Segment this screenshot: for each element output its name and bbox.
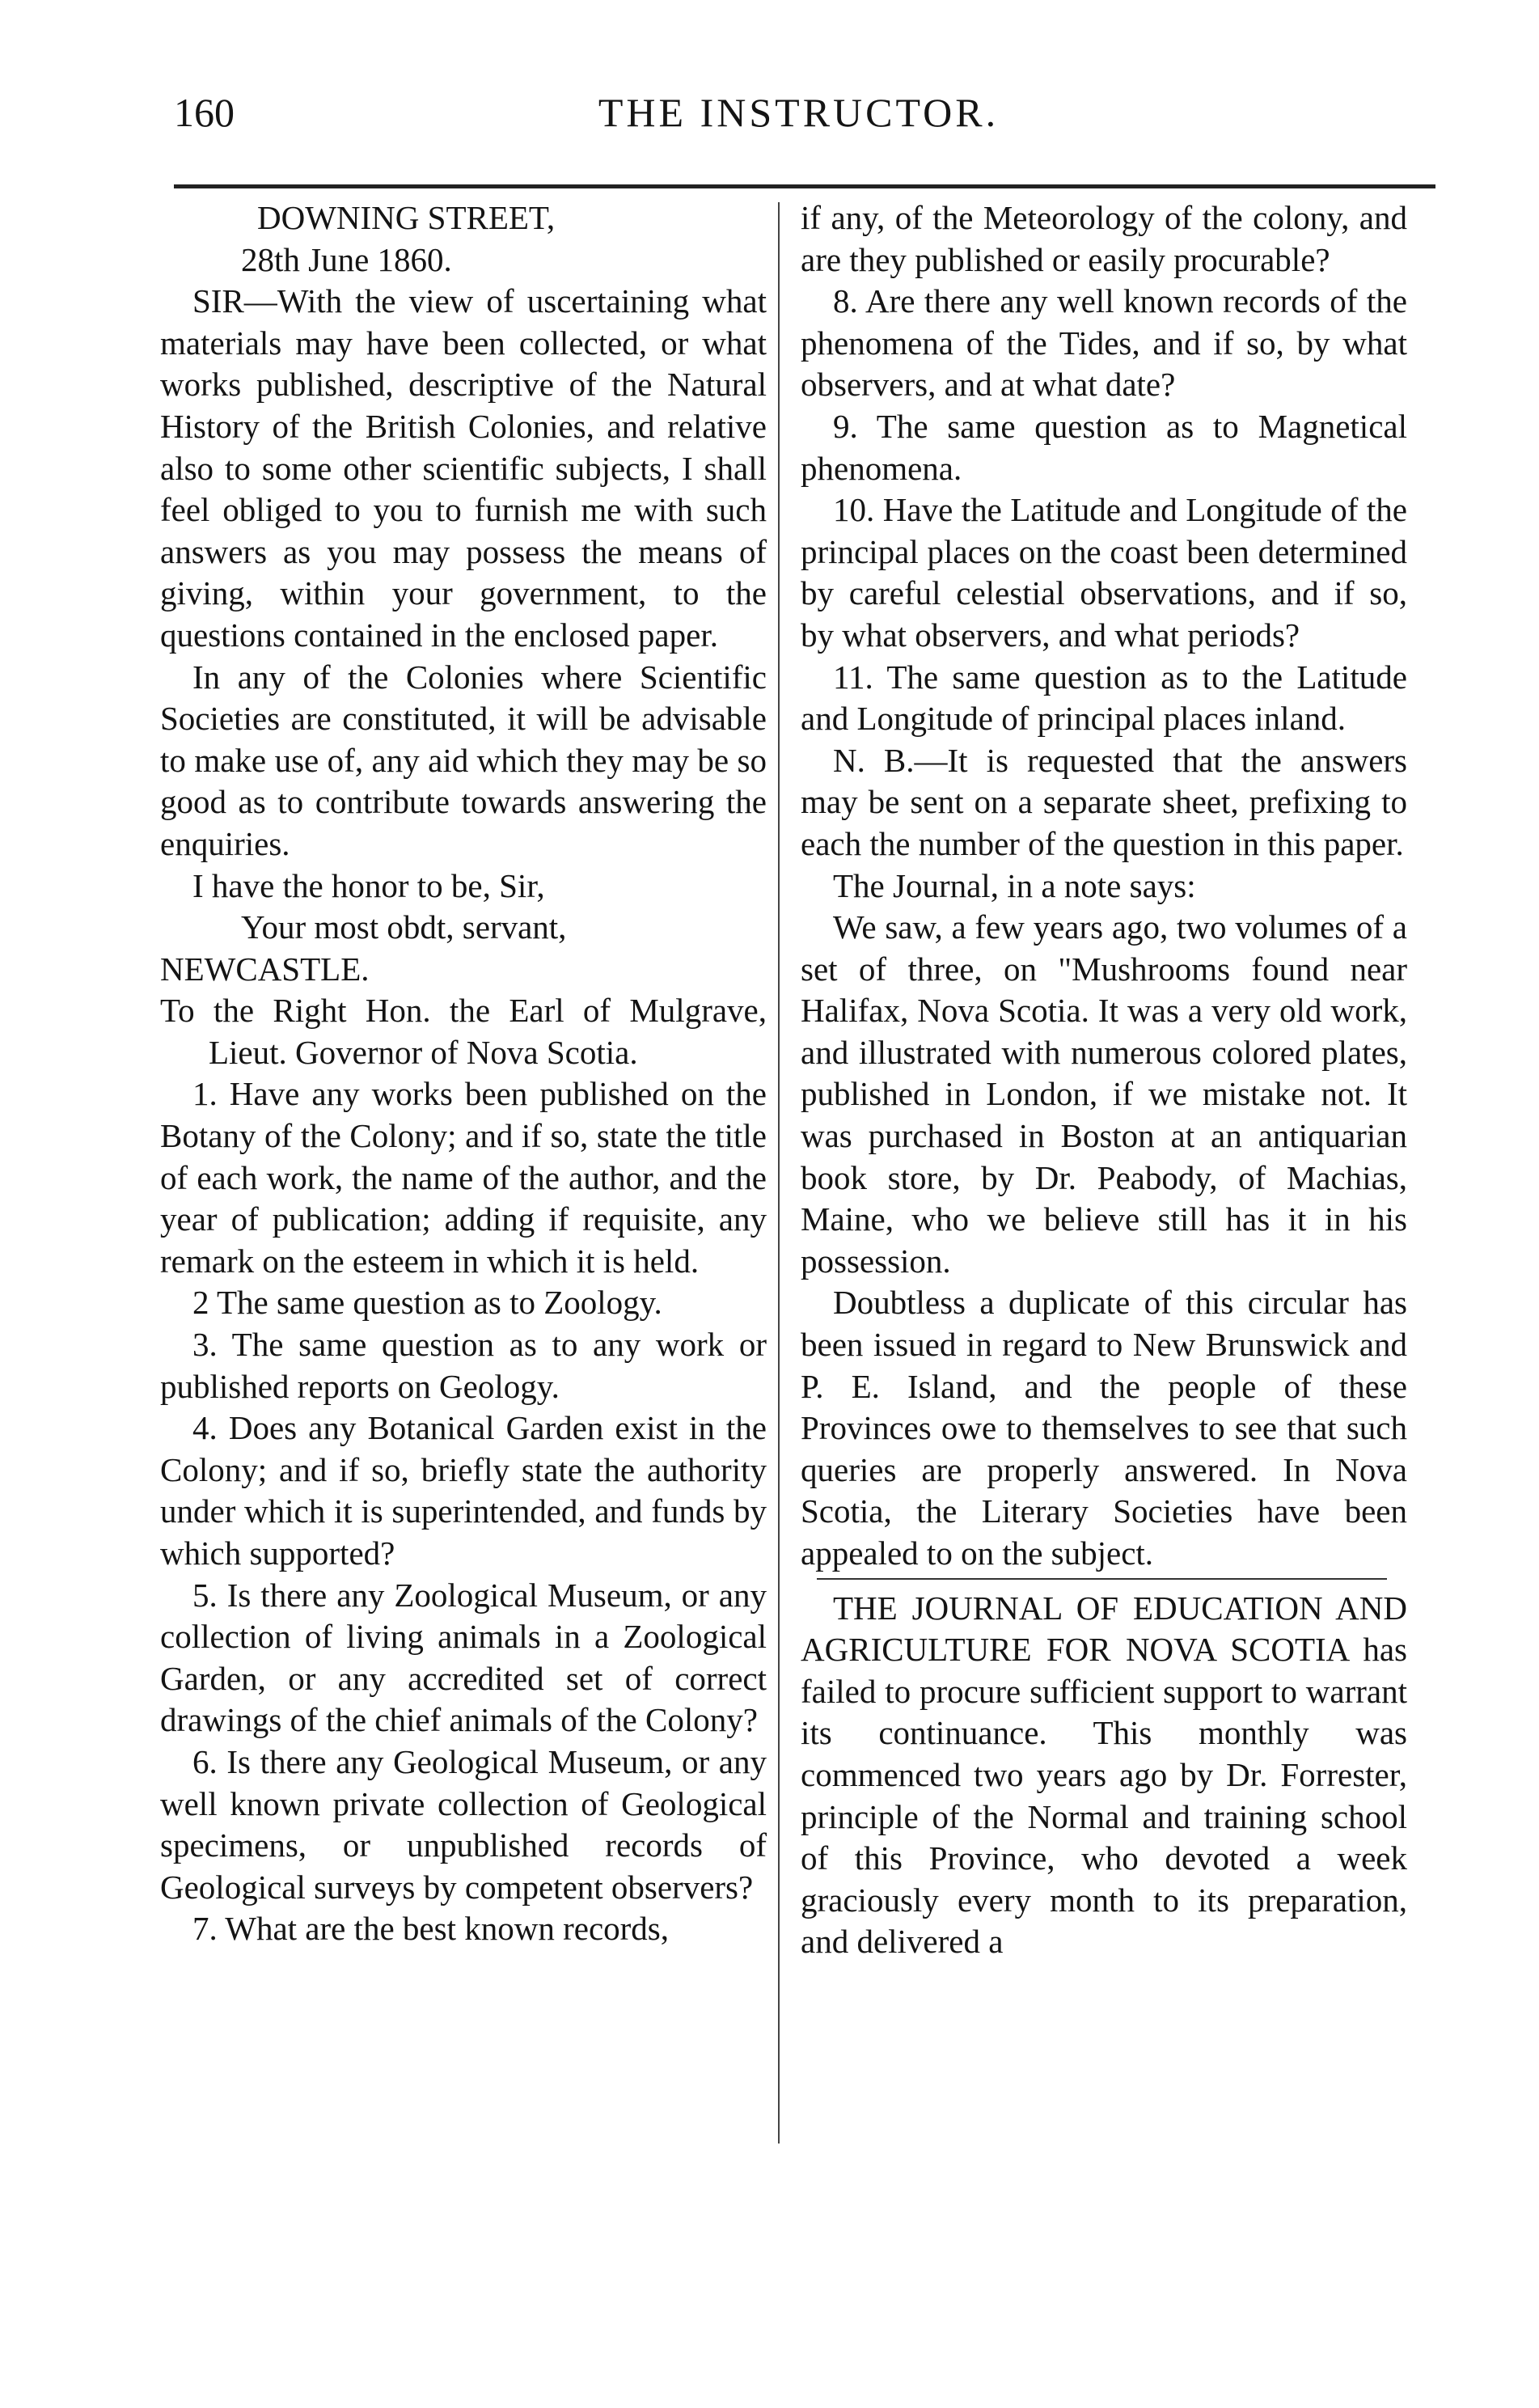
letter-addressee: To the Right Hon. the Earl of Mulgrave, Lieut. Governor of Nova Scotia.	[160, 992, 767, 1071]
letter-date: 28th June 1860.	[241, 240, 452, 278]
question-paragraph: 3. The same question as to any work or published reports on Geology.	[160, 1326, 767, 1405]
question-paragraph: 2 The same question as to Zoology.	[192, 1284, 662, 1322]
page-number: 160	[174, 90, 235, 135]
question-paragraph: if any, of the Meteorology of the colony, and are they published or easily procurable?	[801, 199, 1407, 278]
journal-article-paragraph: THE JOURNAL OF EDUCATION AND AGRICULTURE FOR NOVA SCOTIA has failed to procure sufficient support to warrant its continuance. This monthly was commenced two years ago by Dr. Forrester, principle of the Normal and training school of this Province, who devoted a week graciously every month to its preparation, and delivered a	[801, 1589, 1407, 1961]
question-paragraph: 8. Are there any well known records of the phenomena of the Tides, and if so, by what observers, and at what date?	[801, 282, 1407, 404]
letter-body-paragraph: SIR—With the view of uscertaining what materials may have been collected, or what works published, descriptive of the Natural History of the British Colonies, and relative also to some other scientific subjects, I shall feel obliged to you to furnish me with such answers as you may possess the means of giving, within your government, to the questions contained in the enclosed paper.	[160, 282, 767, 654]
running-title: THE INSTRUCTOR.	[598, 90, 1000, 135]
right-column	[801, 197, 1407, 1963]
letter-body-paragraph: In any of the Colonies where Scientific Societies are constituted, it will be advisable to make use of, any aid which they may be so good as to contribute towards answering the enquiries.	[160, 658, 767, 862]
letter-closing: Your most obdt, servant,	[241, 908, 567, 946]
question-paragraph: 4. Does any Botanical Garden exist in the Colony; and if so, briefly state the authority under which it is superintended, and funds by which supported?	[160, 1409, 767, 1572]
question-paragraph: 10. Have the Latitude and Longitude of the principal places on the coast been determined by careful celestial observations, and if so, by what observers, and what periods?	[801, 491, 1407, 654]
left-column	[160, 197, 767, 1950]
page-header	[174, 89, 1423, 162]
question-paragraph: 1. Have any works been published on the Botany of the Colony; and if so, state the title of each work, the name of the author, and the year of publication; adding if requisite, any remark on the esteem in which it is held.	[160, 1075, 767, 1280]
letter-closing: I have the honor to be, Sir,	[192, 866, 545, 904]
journal-note-intro: The Journal, in a note says:	[833, 866, 1196, 904]
commentary-paragraph: Doubtless a duplicate of this circular has been issued in regard to New Brunswick and P. E. Island, and the people of these Provinces owe to themselves to see that such queries are properly answered. In Nova Scotia, the Literary Societies have been appealed to on the subject.	[801, 1284, 1407, 1572]
question-paragraph: 5. Is there any Zoological Museum, or any collection of living animals in a Zoological Garden, or any accredited set of correct drawings of the chief animals of the Colony?	[160, 1576, 767, 1739]
journal-note-paragraph: We saw, a few years ago, two volumes of a set of three, on "Mushrooms found near Halifax, Nova Scotia. It was a very old work, and illustrated with numerous colored plates, published in London, if we mistake not. It was purchased in Boston at an antiquarian book store, by Dr. Peabody, of Machias, Maine, who we believe still has it in his possession.	[801, 908, 1407, 1280]
question-paragraph: 9. The same question as to Magnetical phenomena.	[801, 407, 1407, 487]
letter-signature: NEWCASTLE.	[160, 950, 370, 988]
question-paragraph: 7. What are the best known records,	[192, 1910, 669, 1948]
note-paragraph: N. B.—It is requested that the answers may be sent on a separate sheet, prefixing to each the number of the question in this paper.	[801, 741, 1407, 862]
section-rule	[817, 1578, 1387, 1580]
column-divider	[778, 202, 780, 2144]
letter-place: DOWNING STREET,	[257, 199, 556, 236]
question-paragraph: 6. Is there any Geological Museum, or any well known private collection of Geological specimens, or unpublished records of Geological surveys by competent observers?	[160, 1742, 767, 1906]
question-paragraph: 11. The same question as to the Latitude and Longitude of principal places inland.	[801, 658, 1407, 738]
header-rule	[174, 184, 1435, 188]
